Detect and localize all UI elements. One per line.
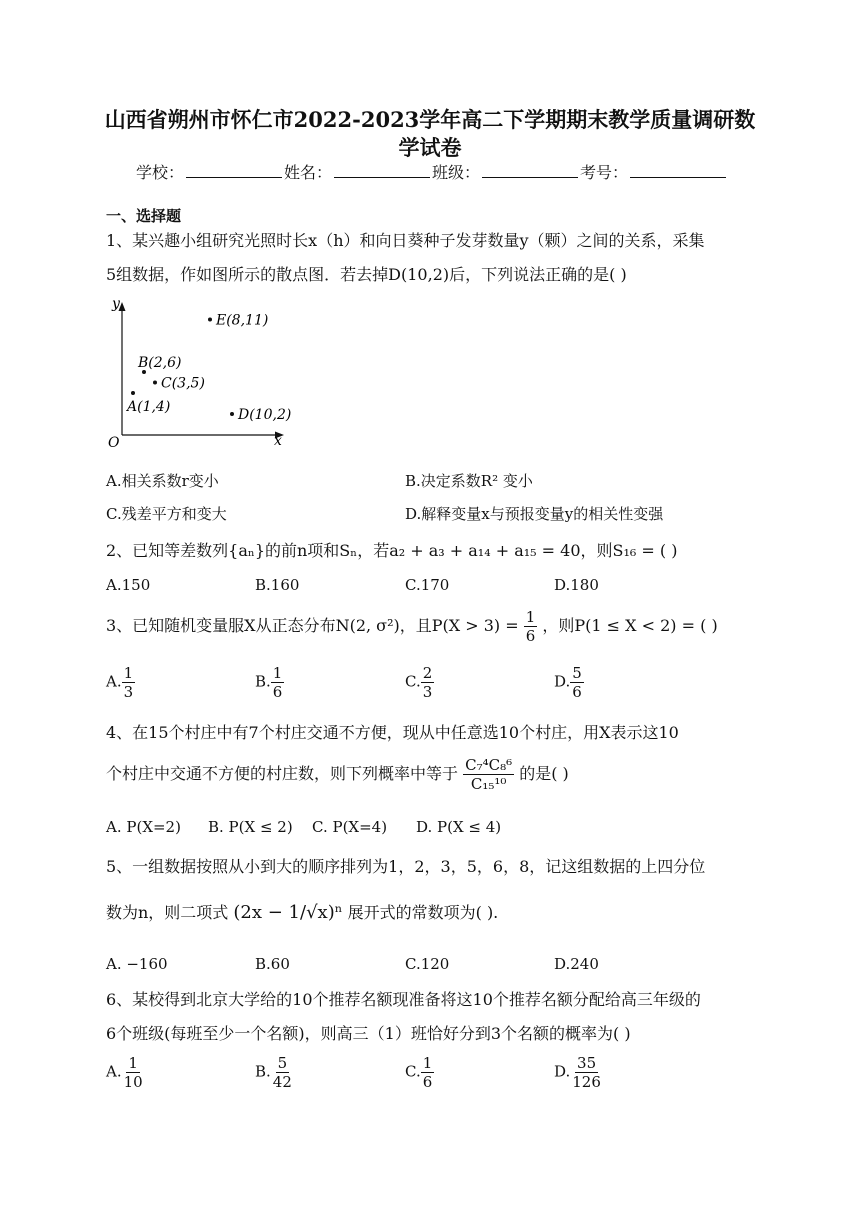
q3-fraction [524,608,538,645]
q1-scatter-plot [100,292,300,452]
q4-option-c[interactable]: C. P(X=4) [312,818,388,836]
q2-option-b[interactable]: B.160 [255,576,300,594]
id-label: 考号： [580,163,629,182]
class-label: 班级： [432,163,481,182]
q3-option-c-prefix: C. [405,672,421,691]
q3-option-c-den: 3 [422,683,433,701]
q4-frac-den: C₁₅¹⁰ [470,775,507,793]
q3-option-d-num: 5 [572,664,582,682]
scatter-point-label-2: C(3,5) [161,375,205,392]
q5-option-d[interactable]: D.240 [554,955,599,973]
q5-text-pre: 数为n，则二项式 [106,903,229,922]
q3-option-a-prefix: A. [106,672,122,691]
q3-option-c-fraction [421,664,435,701]
q6-option-d-fraction [570,1054,603,1091]
q6-option-b-num: 5 [277,1054,288,1072]
q6-option-c-prefix: C. [405,1062,421,1081]
scatter-point-label-4: E(8,11) [216,312,269,329]
q5-text-line2 [106,900,498,923]
student-info-fields [136,160,728,183]
scatter-point-2 [153,381,157,385]
q5-binomial-expression: (2x − 1/√x)ⁿ [233,902,343,923]
q6-option-b[interactable] [255,1054,294,1091]
q3-text-post: ，则P(1 ≤ X < 2) = ( ) [542,616,718,635]
q6-option-a-den: 10 [123,1073,143,1091]
q5-text-post: 展开式的常数项为( ). [347,903,499,922]
q3-option-b[interactable] [255,664,284,701]
q6-option-a-num: 1 [128,1054,138,1072]
origin-label: O [108,435,120,451]
q3-option-c[interactable] [405,664,434,701]
q6-option-d-num: 35 [577,1054,597,1072]
x-axis-label: x [274,433,282,449]
q5-option-c[interactable]: C.120 [405,955,450,973]
q6-option-a[interactable] [106,1054,145,1091]
exam-title-line1: 山西省朔州市怀仁市2022-2023学年高二下学期期末教学质量调研数 [104,107,756,132]
q4-option-d[interactable]: D. P(X ≤ 4) [416,818,502,836]
q6-option-d-den: 126 [572,1073,601,1091]
q4-text-line2 [106,756,569,793]
q2-text: 2、已知等差数列{aₙ}的前n项和Sₙ，若a₂ + a₃ + a₁₄ + a₁₅ = 40，则S₁₆ = ( ) [106,541,678,560]
q6-option-b-den: 42 [272,1073,292,1091]
scatter-point-0 [131,391,135,395]
q4-option-a[interactable]: A. P(X=2) [106,818,181,836]
q3-option-b-num: 1 [272,664,283,682]
q5-text-line1: 5、一组数据按照从小到大的顺序排列为1，2，3，5，6，8，记这组数据的上四分位 [106,857,706,876]
school-blank[interactable] [186,163,282,178]
q6-option-a-prefix: A. [106,1062,122,1081]
q3-option-a[interactable] [106,664,135,701]
q1-option-c[interactable]: C.残差平方和变大 [106,505,227,523]
q6-option-c-den: 6 [422,1073,433,1091]
q6-text-line2: 6个班级(每班至少一个名额)，则高三（1）班恰好分到3个名额的概率为( ) [106,1024,631,1043]
exam-title-line2: 学试卷 [398,135,462,160]
q1-option-a[interactable]: A.相关系数r变小 [106,472,219,490]
q1-text-line2: 5组数据，作如图所示的散点图．若去掉D(10,2)后，下列说法正确的是( ) [106,265,627,284]
q2-option-a[interactable]: A.150 [106,576,151,594]
q6-text-line1: 6、某校得到北京大学给的10个推荐名额现准备将这10个推荐名额分配给高三年级的 [106,990,701,1009]
q6-option-b-prefix: B. [255,1062,271,1081]
scatter-point-label-3: D(10,2) [238,407,292,423]
q4-text-pre: 个村庄中交通不方便的村庄数，则下列概率中等于 [106,764,459,783]
name-label: 姓名： [284,163,333,182]
id-blank[interactable] [630,163,726,178]
q4-fraction [463,756,514,793]
name-blank[interactable] [334,163,430,178]
q3-option-b-fraction [271,664,285,701]
q4-text-post: 的是( ) [519,764,569,783]
q5-option-a[interactable]: A. −160 [106,955,168,973]
class-blank[interactable] [482,163,578,178]
school-label: 学校： [136,163,185,182]
q2-option-d[interactable]: D.180 [554,576,599,594]
q1-text-line1: 1、某兴趣小组研究光照时长x（h）和向日葵种子发芽数量y（颗）之间的关系，采集 [106,231,705,250]
q6-option-c-num: 1 [422,1054,433,1072]
scatter-point-4 [208,318,212,322]
scatter-point-label-1: B(2,6) [138,355,182,371]
q5-option-b[interactable]: B.60 [255,955,290,973]
q3-option-d-prefix: D. [554,672,571,691]
q3-frac-num: 1 [525,608,536,626]
q6-option-d-prefix: D. [554,1062,571,1081]
q1-option-d[interactable]: D.解释变量x与预报变量y的相关性变强 [405,505,664,523]
q6-option-c[interactable] [405,1054,434,1091]
scatter-point-3 [230,412,234,416]
y-axis-label: y [112,296,120,312]
q3-option-d-den: 6 [572,683,582,701]
q4-frac-num: C₇⁴C₈⁶ [465,756,513,774]
q3-option-c-num: 2 [422,664,433,682]
q6-option-d[interactable] [554,1054,603,1091]
q3-option-b-prefix: B. [255,672,271,691]
section-heading: 一、选择题 [106,207,182,225]
q3-text [106,608,718,645]
q4-option-b[interactable]: B. P(X ≤ 2) [208,818,293,836]
q3-frac-den: 6 [525,627,536,645]
q3-option-d[interactable] [554,664,584,701]
q3-option-d-fraction [570,664,584,701]
q6-option-b-fraction [271,1054,294,1091]
q3-option-a-num: 1 [123,664,134,682]
q1-option-b[interactable]: B.决定系数R² 变小 [405,472,533,490]
q3-option-a-den: 3 [123,683,134,701]
scatter-point-label-0: A(1,4) [127,399,171,415]
q3-option-a-fraction [122,664,136,701]
q3-text-pre: 3、已知随机变量服X从正态分布N(2, σ²)，且P(X > 3) = [106,616,519,635]
q2-option-c[interactable]: C.170 [405,576,450,594]
q4-text-line1: 4、在15个村庄中有7个村庄交通不方便，现从中任意选10个村庄，用X表示这10 [106,723,679,742]
q6-option-c-fraction [421,1054,435,1091]
q6-option-a-fraction [122,1054,145,1091]
q3-option-b-den: 6 [272,683,283,701]
